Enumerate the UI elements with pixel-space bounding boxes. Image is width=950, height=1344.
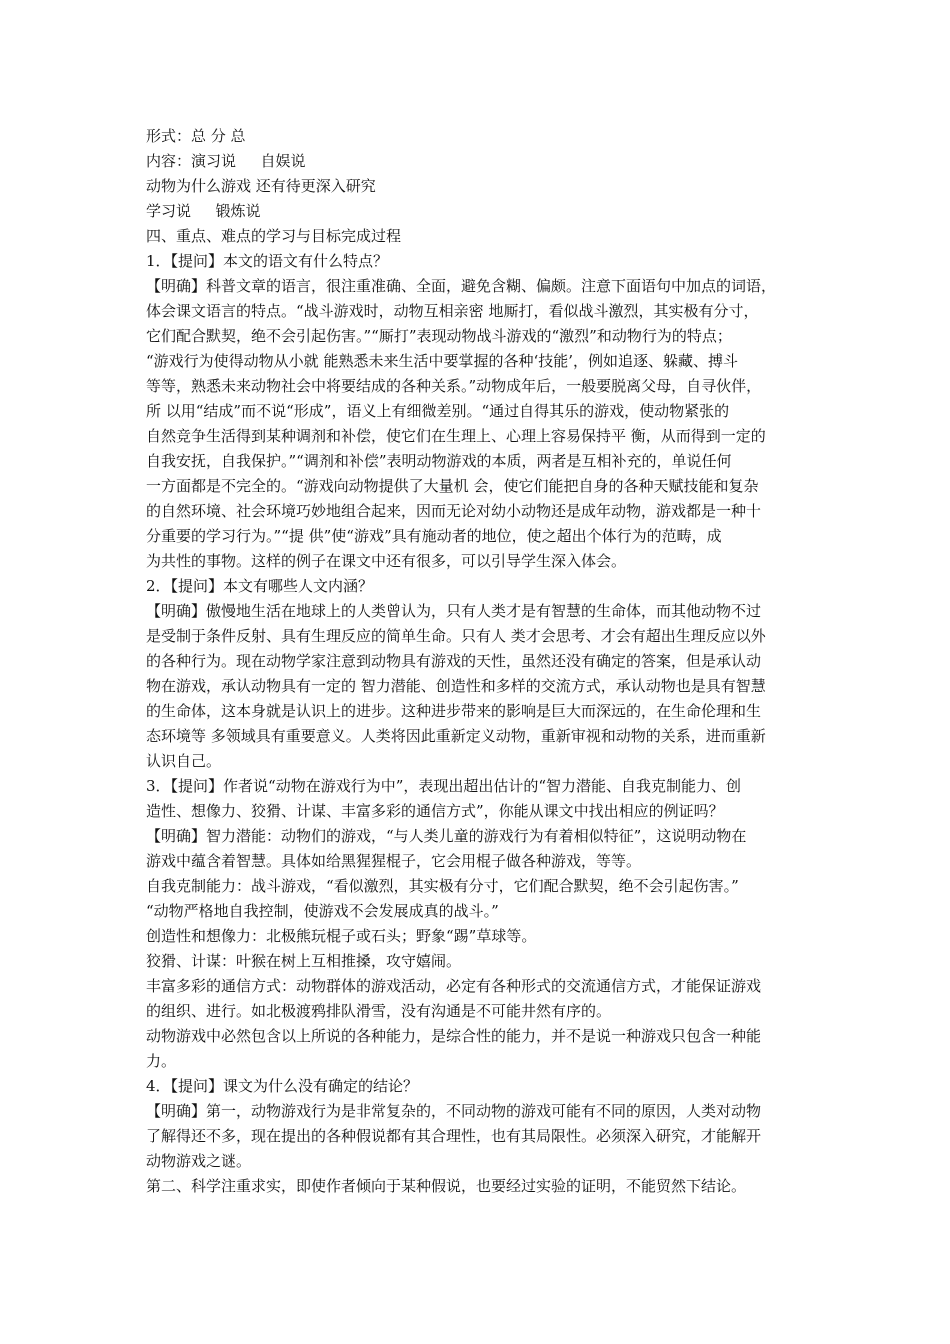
text-line: 【明确】智力潜能：动物们的游戏，“与人类儿童的游戏行为有着相似特征”，这说明动物在 [146, 827, 747, 845]
text-line: 一方面都是不完全的。“游戏向动物提供了大量机 会，使它们能把自身的各种天赋技能和复杂 [146, 477, 759, 495]
text-line: 2．【提问】本文有哪些人文内涵？ [146, 577, 374, 595]
text-line: 了解得还不多，现在提出的各种假说都有其合理性，也有其局限性。必须深入研究，才能解开 [146, 1127, 762, 1145]
text-line: 的自然环境、社会环境巧妙地组合起来，因而无论对幼小动物还是成年动物，游戏都是一种十 [146, 502, 762, 520]
text-line: “动物严格地自我控制，使游戏不会发展成真的战斗。” [146, 902, 499, 920]
text-line: 形式：总 分 总 [146, 127, 246, 145]
text-line: 物在游戏，承认动物具有一定的 智力潜能、创造性和多样的交流方式，承认动物也是具有智慧 [146, 677, 766, 695]
text-line: 内容：演习说 自娱说 [146, 152, 306, 170]
text-line: 【明确】第一，动物游戏行为是非常复杂的，不同动物的游戏可能有不同的原因，人类对动物 [146, 1102, 762, 1120]
text-line: 认识自己。 [146, 752, 222, 770]
text-line: 态环境等 多领域具有重要意义。人类将因此重新定义动物，重新审视和动物的关系，进而重新 [146, 727, 766, 745]
text-line: 动物游戏之谜。 [146, 1152, 252, 1170]
text-line: 狡猾、计谋：叶猴在树上互相推搡，攻守嬉闹。 [146, 952, 462, 970]
text-line: 体会课文语言的特点。“战斗游戏时，动物互相亲密 地厮打，看似战斗激烈，其实极有分寸， [146, 302, 759, 320]
text-line: 4．【提问】课文为什么没有确定的结论？ [146, 1077, 419, 1095]
text-line: 分重要的学习行为。”“提 供”使“游戏”具有施动者的地位，使之超出个体行为的范畴，成 [146, 527, 722, 545]
text-line: “游戏行为使得动物从小就 能熟悉未来生活中要掌握的各种‘技能’，例如追逐、躲藏、搏斗 [146, 352, 738, 370]
text-line: 1．【提问】本文的语文有什么特点？ [146, 252, 389, 270]
text-line: 动物为什么游戏 还有待更深入研究 [146, 177, 376, 195]
text-line: 动物游戏中必然包含以上所说的各种能力，是综合性的能力，并不是说一种游戏只包含一种能 [146, 1027, 762, 1045]
text-line: 是受制于条件反射、具有生理反应的简单生命。只有人 类才会思考、才会有超出生理反应以外 [146, 627, 766, 645]
text-line: 造性、想像力、狡猾、计谋、丰富多彩的通信方式”，你能从课文中找出相应的例证吗？ [146, 802, 724, 820]
text-line: 自我安抚，自我保护。”“调剂和补偿”表明动物游戏的本质，两者是互相补充的，单说任何 [146, 452, 732, 470]
text-line: 为共性的事物。这样的例子在课文中还有很多，可以引导学生深入体会。 [146, 552, 627, 570]
text-line: 的各种行为。现在动物学家注意到动物具有游戏的天性，虽然还没有确定的答案，但是承认动 [146, 652, 762, 670]
text-line: 游戏中蕴含着智慧。具体如给黑猩猩棍子，它会用棍子做各种游戏，等等。 [146, 852, 642, 870]
text-line: 它们配合默契，绝不会引起伤害。”“厮打”表现动物战斗游戏的“激烈”和动物行为的特点； [146, 327, 732, 345]
text-line: 学习说 锻炼说 [146, 202, 261, 220]
text-line: 创造性和想像力：北极熊玩棍子或石头；野象“踢”草球等。 [146, 927, 537, 945]
text-line: 丰富多彩的通信方式：动物群体的游戏活动，必定有各种形式的交流通信方式，才能保证游戏 [146, 977, 762, 995]
text-line: 的组织、进行。如北极渡鸦排队滑雪，没有沟通是不可能井然有序的。 [146, 1002, 612, 1020]
text-line: 力。 [146, 1052, 177, 1070]
text-line: 四、重点、难点的学习与目标完成过程 [146, 227, 402, 245]
text-line: 3．【提问】作者说“动物在游戏行为中”，表现出超出估计的“智力潜能、自我克制能力、创 [146, 777, 742, 795]
text-line: 等等，熟悉未来动物社会中将要结成的各种关系。”动物成年后，一般要脱离父母，自寻伙伴， [146, 377, 762, 395]
text-line: 自然竞争生活得到某种调剂和补偿，使它们在生理上、心理上容易保持平 衡，从而得到一定的 [146, 427, 766, 445]
text-line: 【明确】科普文章的语言，很注重准确、全面，避免含糊、偏颇。注意下面语句中加点的词语， [146, 277, 777, 295]
text-line: 【明确】傲慢地生活在地球上的人类曾认为，只有人类才是有智慧的生命体，而其他动物不过 [146, 602, 762, 620]
text-line: 第二、科学注重求实，即使作者倾向于某种假说，也要经过实验的证明，不能贸然下结论。 [146, 1177, 747, 1195]
text-line: 所 以用“结成”而不说“形成”，语义上有细微差别。“通过自得其乐的游戏，使动物紧张的 [146, 402, 730, 420]
text-line: 自我克制能力：战斗游戏，“看似激烈，其实极有分寸，它们配合默契，绝不会引起伤害。” [146, 877, 739, 895]
text-line: 的生命体，这本身就是认识上的进步。这种进步带来的影响是巨大而深远的，在生命伦理和生 [146, 702, 762, 720]
document-page [146, 124, 806, 1199]
